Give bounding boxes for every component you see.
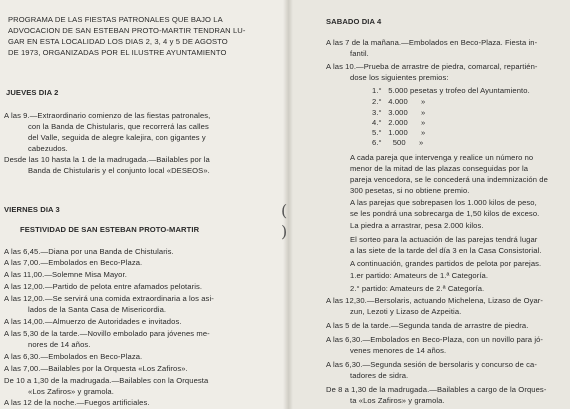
viernes-line: A las 12,00.—Partido de pelota entre afamados pelotaris.: [4, 282, 203, 291]
sabado-line: venes menores de 14 años.: [350, 346, 447, 355]
viernes-line: A las 7,00.—Bailables por la Orquesta «Los Zafiros».: [4, 364, 188, 373]
sabado-line: El sorteo para la actuación de las parejas tendrá lugar: [350, 235, 538, 244]
jueves-line: Desde las 10 hasta la 1 de la madrugada.—Bailables por la: [4, 155, 210, 164]
sabado-heading: SABADO DIA 4: [326, 17, 382, 26]
sabado-line: A las 12,30.—Bersolaris, actuando Michelena, Lizaso de Oyar-: [326, 296, 544, 305]
viernes-line: A las 14,00.—Almuerzo de Autoridades e invitados.: [4, 317, 182, 326]
sabado-line: ta «Los Zafiros» y gramola.: [350, 396, 445, 405]
sabado-line: menor de la mitad de las plazas conseguidas por la: [350, 164, 529, 173]
sabado-line: pareja vencedora, se le concederá una indemnización de: [350, 175, 548, 184]
prize-line: 3.° 3.000 »: [372, 108, 426, 117]
sabado-line: A continuación, grandes partidos de pelota por parejas.: [350, 259, 542, 268]
sabado-line: A cada pareja que intervenga y realice un número no: [350, 153, 534, 162]
sabado-line: zun, Lezoti y Lizaso de Azpeitia.: [350, 307, 462, 316]
sabado-line: A las 6,30.—Embolados en Beco-Plaza, con un novillo para jó-: [326, 335, 544, 344]
viernes-line: nores de 14 años.: [28, 340, 91, 349]
viernes-line: A las 12,00.—Se servirá una comida extraordinaria a los asi-: [4, 294, 214, 303]
prize-line: 6.° 500 »: [372, 138, 424, 147]
viernes-line: A las 5,30 de la tarde.—Novillo embolado para jóvenes me-: [4, 329, 210, 338]
jueves-line: Banda de Chistularis y el conjunto local «DESEOS».: [28, 166, 210, 175]
viernes-line: «Los Zafiros» y gramola.: [28, 387, 114, 396]
viernes-line: A las 6,30.—Embolados en Beco-Plaza.: [4, 352, 143, 361]
viernes-line: De 10 a 1,30 de la madrugada.—Bailables con la Orquesta: [4, 376, 209, 385]
sabado-line: A las parejas que sobrepasen los 1.000 kilos de peso,: [350, 198, 537, 207]
jueves-line: A las 9.—Extraordinario comienzo de las fiestas patronales,: [4, 111, 211, 120]
jueves-line: del Valle, seguida de alegre kalejira, con gigantes y: [28, 133, 206, 142]
sabado-line: La piedra a arrastrar, pesa 2.000 kilos.: [350, 221, 484, 230]
viernes-heading: VIERNES DIA 3: [4, 205, 60, 214]
viernes-line: A las 6,45.—Diana por una Banda de Chistularis.: [4, 247, 174, 256]
sabado-line: De 8 a 1,30 de la madrugada.—Bailables a cargo de la Orques-: [326, 385, 547, 394]
staple-mark: (: [281, 201, 288, 220]
sabado-line: A las 6,30.—Segunda sesión de bersolaris y concurso de ca-: [326, 360, 537, 369]
sabado-line: 2.° partido: Amateurs de 2.ª Categoría.: [350, 284, 485, 293]
sabado-line: A las 5 de la tarde.—Segunda tanda de arrastre de piedra.: [326, 321, 529, 330]
viernes-line: A las 11,00.—Solemne Misa Mayor.: [4, 270, 127, 279]
sabado-line: A las 10.—Prueba de arrastre de piedra, comarcal, repartién-: [326, 62, 538, 71]
prize-line: 2.° 4.000 »: [372, 97, 426, 106]
prize-line: 4.° 2.000 »: [372, 118, 426, 127]
viernes-line: A las 12 de la noche.—Fuegos artificiales.: [4, 398, 150, 407]
staple-mark: ): [281, 222, 288, 241]
sabado-line: fantil.: [350, 49, 369, 58]
sabado-line: a las siete de la tarde del día 3 en la Casa Consistorial.: [350, 246, 542, 255]
intro-line: GAR EN ESTA LOCALIDAD LOS DIAS 2, 3, 4 y 5 DE AGOSTO: [8, 37, 228, 46]
intro-line: PROGRAMA DE LAS FIESTAS PATRONALES QUE BAJO LA: [8, 15, 223, 24]
prize-line: 5.° 1.000 »: [372, 128, 426, 137]
intro-line: DE 1973, ORGANIZADAS POR EL ILUSTRE AYUNTAMIENTO: [8, 48, 227, 57]
intro-line: ADVOCACION DE SAN ESTEBAN PROTO-MARTIR TENDRAN LU-: [8, 26, 246, 35]
viernes-line: lados de la Santa Casa de Misericordia.: [28, 305, 167, 314]
sabado-line: 1.er partido: Amateurs de 1.ª Categoría.: [350, 271, 489, 280]
viernes-line: A las 7,00.—Embolados en Beco-Plaza.: [4, 258, 143, 267]
sabado-line: 300 pesetas, si no obtiene premio.: [350, 186, 470, 195]
viernes-subheading: FESTIVIDAD DE SAN ESTEBAN PROTO-MARTIR: [20, 225, 200, 234]
sabado-line: A las 7 de la mañana.—Embolados en Beco-Plaza. Fiesta in-: [326, 38, 538, 47]
jueves-line: con la Banda de Chistularis, que recorrerá las calles: [28, 122, 209, 131]
right-page: [287, 0, 570, 409]
sabado-line: tadores de sidra.: [350, 371, 409, 380]
sabado-line: se les pondrá una sobrecarga de 1,50 kilos de exceso.: [350, 209, 540, 218]
prize-line: 1.° 5.000 pesetas y trofeo del Ayuntamiento.: [372, 86, 530, 95]
sabado-line: dose los siguientes premios:: [350, 73, 449, 82]
jueves-heading: JUEVES DIA 2: [6, 88, 59, 97]
jueves-line: cabezudos.: [28, 144, 68, 153]
